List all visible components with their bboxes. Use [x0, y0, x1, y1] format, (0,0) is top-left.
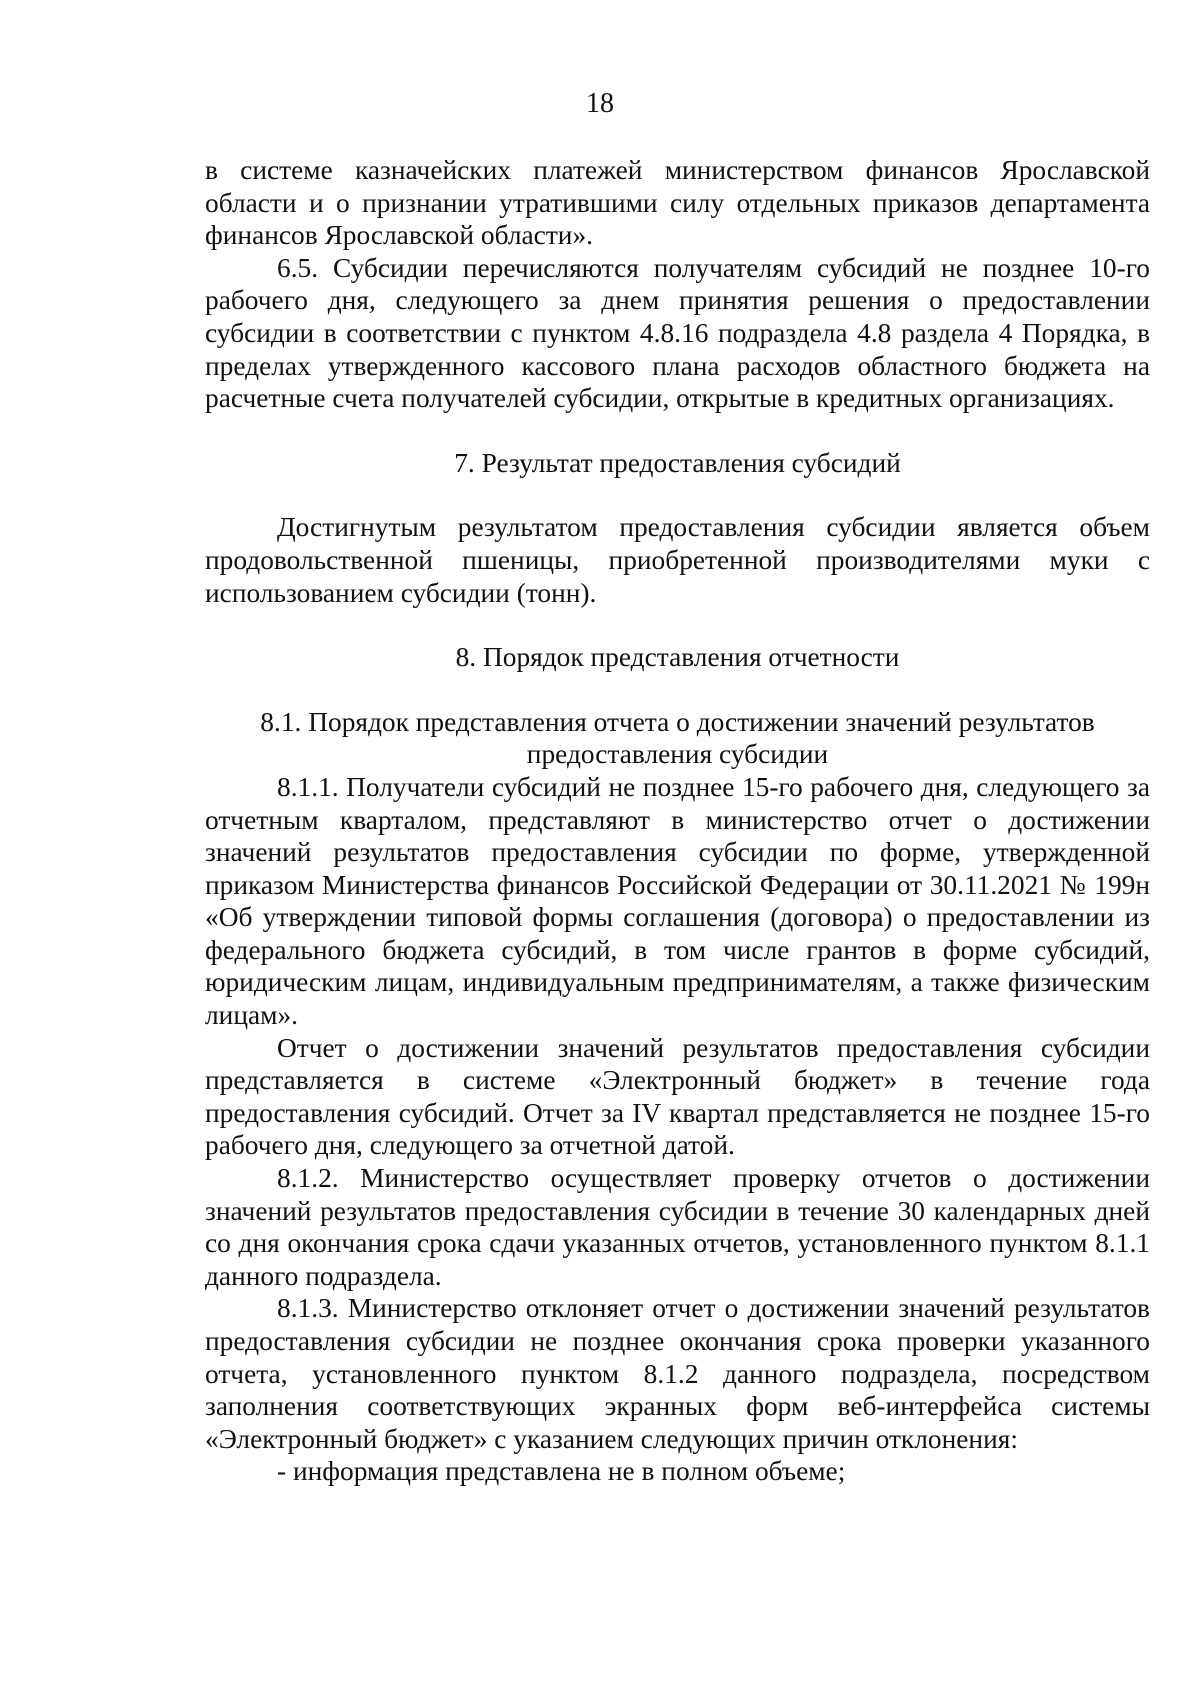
paragraph-8-1-1: 8.1.1. Получатели субсидий не позднее 15-го рабочего дня, следующего за отчетным кварталом, представляют в министерство отчет о достижении значений результатов предоставления субсидии по форме, утвержденной приказом Министерства финансов Российской Федерации от 30.11.2021 № 199н «Об утверждении типовой формы соглашения (договора) о предоставлении из федерального бюджета субсидий, в том числе грантов в форме субсидий, юридическим лицам, индивидуальным предпринимателям, а также физическим лицам».: [205, 771, 1150, 1031]
paragraph-6-5: 6.5. Субсидии перечисляются получателям субсидий не позднее 10-го рабочего дня, следующего за днем принятия решения о предоставлении субсидии в соответствии с пунктом 4.8.16 подраздела 4.8 раздела 4 Порядка, в пределах утвержденного кассового плана расходов областного бюджета на расчетные счета получателей субсидии, открытые в кредитных организациях.: [205, 252, 1150, 414]
subsection-heading-8-1: 8.1. Порядок представления отчета о достижении значений результатов предоставления субсидии: [260, 706, 1095, 770]
list-item-rejection-reason: - информация представлена не в полном объеме;: [277, 1456, 846, 1487]
paragraph-report-submission: Отчет о достижении значений результатов предоставления субсидии представляется в системе «Электронный бюджет» в течение года предоставления субсидий. Отчет за IV квартал представляется не позднее 15-го рабочего дня, следующего за отчетной датой.: [205, 1032, 1150, 1161]
section-heading-7: 7. Результат предоставления субсидий: [454, 447, 901, 478]
paragraph-result: Достигнутым результатом предоставления субсидии является объем продовольственной пшеницы, приобретенной производителями муки с использованием субсидии (тонн).: [205, 512, 1150, 608]
paragraph-8-1-3: 8.1.3. Министерство отклоняет отчет о достижении значений результатов предоставления субсидии не позднее окончания срока проверки указанного отчета, установленного пунктом 8.1.2 данного подраздела, посредством заполнения соответствующих экранных форм веб-интерфейса системы «Электронный бюджет» с указанием следующих причин отклонения:: [205, 1293, 1150, 1454]
page-number: 18: [586, 88, 614, 119]
paragraph-continuation: в системе казначейских платежей министерством финансов Ярославской области и о признании утратившими силу отдельных приказов департамента финансов Ярославской области».: [205, 155, 1150, 251]
paragraph-8-1-2: 8.1.2. Министерство осуществляет проверку отчетов о достижении значений результатов предоставления субсидии в течение 30 календарных дней со дня окончания срока сдачи указанных отчетов, установленного пунктом 8.1.1 данного подраздела.: [205, 1163, 1150, 1291]
document-body: [205, 154, 1150, 1488]
section-heading-8: 8. Порядок представления отчетности: [455, 642, 900, 673]
